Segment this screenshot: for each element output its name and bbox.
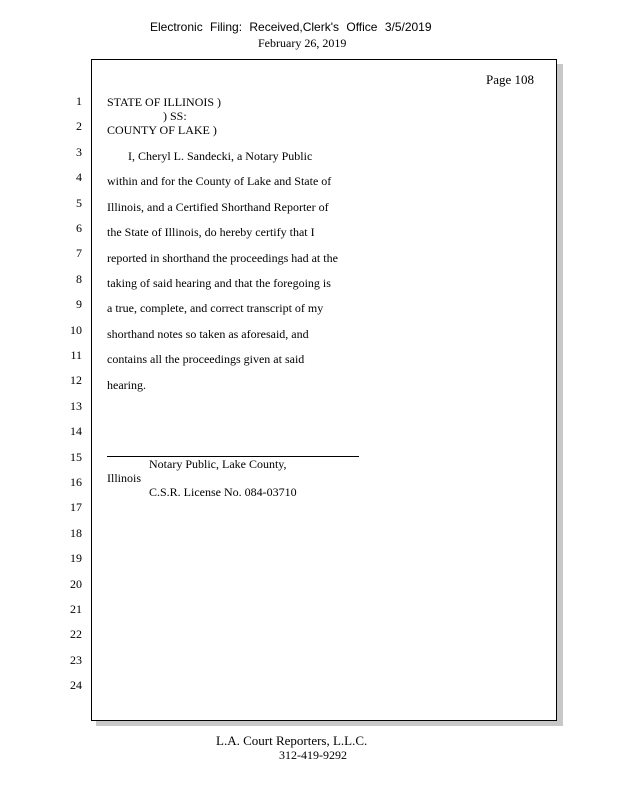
certificate-line: contains all the proceedings given at said (107, 352, 305, 367)
line-number: 3 (76, 144, 82, 159)
line-number: 7 (76, 246, 82, 261)
line-number: 15 (70, 449, 82, 464)
line-number: 24 (70, 678, 82, 693)
line-number: 22 (70, 627, 82, 642)
page-number: Page 108 (485, 72, 534, 87)
certificate-line: I, Cheryl L. Sandecki, a Notary Public (128, 149, 313, 163)
certificate-line: shorthand notes so taken as aforesaid, and (107, 326, 309, 341)
line-number: 13 (70, 398, 82, 413)
filing-stamp: Electronic Filing: Received,Clerk's Office 3/5/2019 (150, 20, 432, 34)
footer-phone: 312-419-9292 (279, 748, 347, 762)
notary-title: Notary Public, Lake County, (149, 457, 287, 471)
line-number: 5 (76, 195, 82, 210)
footer-company: L.A. Court Reporters, L.L.C. (216, 733, 368, 748)
certificate-line: taking of said hearing and that the foregoing is (107, 276, 331, 290)
line-number: 23 (70, 652, 82, 667)
certificate-line: within and for the County of Lake and State of (107, 174, 332, 189)
line-number: 2 (76, 119, 82, 134)
certificate-line: hearing. (107, 377, 146, 392)
line-number: 8 (76, 271, 82, 286)
certificate-line: a true, complete, and correct transcript of my (107, 301, 324, 316)
line-number: 10 (70, 322, 82, 337)
license-number: C.S.R. License No. 084-03710 (149, 485, 297, 499)
certificate-line: reported in shorthand the proceedings had at the (107, 250, 338, 265)
line-number: 4 (76, 170, 82, 185)
line-number: 16 (70, 475, 82, 489)
line-number: 19 (70, 551, 82, 566)
certificate-line: the State of Illinois, do hereby certify that I (107, 225, 315, 240)
line-number: 21 (70, 602, 82, 616)
caption-ss: ) SS: (163, 109, 187, 123)
notary-state: Illinois (107, 471, 142, 485)
line-number: 11 (70, 348, 82, 362)
line-number: 18 (70, 525, 82, 540)
line-number: 1 (76, 94, 82, 108)
line-number: 20 (70, 576, 82, 591)
line-number: 12 (70, 373, 82, 388)
line-number: 17 (70, 500, 82, 515)
caption-state: STATE OF ILLINOIS ) (107, 95, 222, 109)
certificate-line: Illinois, and a Certified Shorthand Reporter of (107, 199, 329, 214)
caption-county: COUNTY OF LAKE ) (107, 123, 217, 137)
line-number: 9 (76, 297, 82, 312)
line-number: 6 (76, 221, 82, 235)
line-number: 14 (70, 424, 82, 439)
filing-date: February 26, 2019 (258, 36, 347, 50)
